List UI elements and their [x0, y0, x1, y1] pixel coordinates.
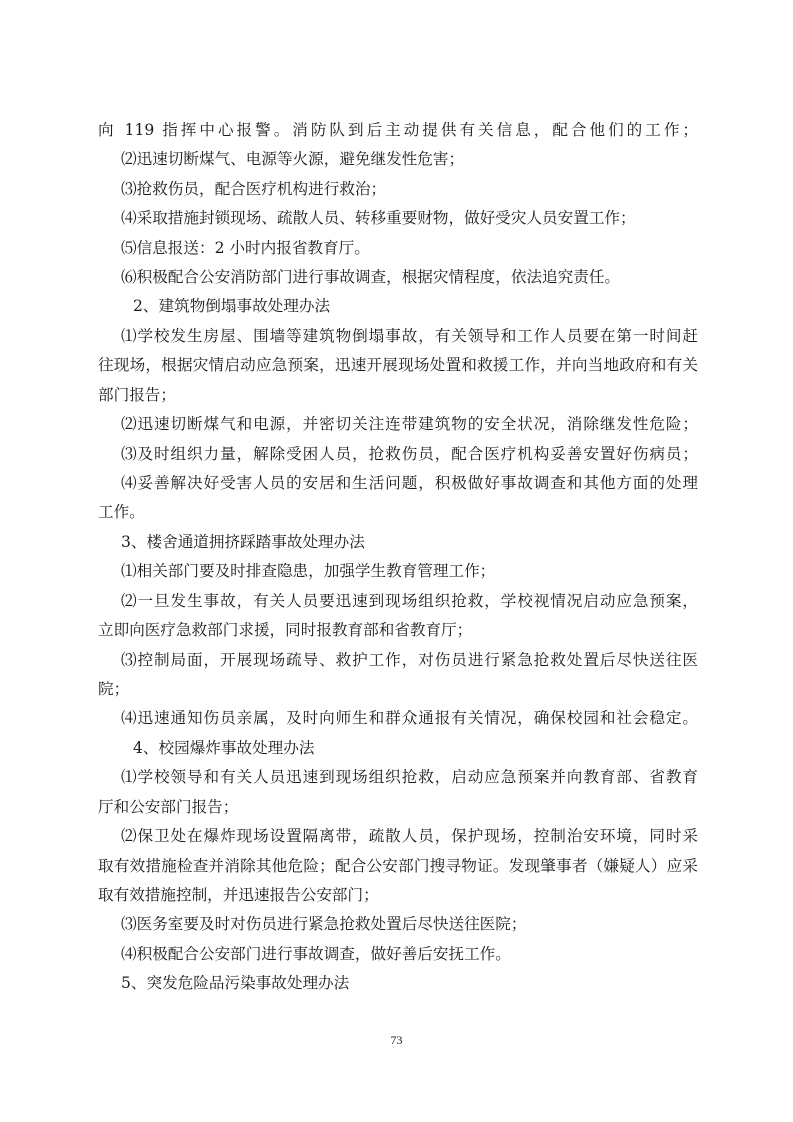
- list-item-line: ⑶抢救伤员，配合医疗机构进行救治；: [121, 180, 387, 198]
- section-heading: 3、楼舍通道拥挤踩踏事故处理办法: [121, 533, 365, 551]
- list-item-line: ⑶医务室要及时对伤员进行紧急抢救处置后尽快送往医院；: [121, 915, 527, 933]
- paragraph-line: 立即向医疗急救部门求援，同时报教育部和省教育厅；: [98, 621, 473, 639]
- section-heading: 2、建筑物倒塌事故处理办法: [133, 297, 331, 315]
- paragraph-line: 部门报告；: [98, 386, 176, 404]
- section-heading: 4、校园爆炸事故处理办法: [133, 739, 315, 757]
- list-item-line: ⑴学校领导和有关人员迅速到现场组织抢救，启动应急预案并向教育部、省教育: [121, 768, 698, 786]
- page-number: 73: [390, 1033, 403, 1047]
- list-item-line: ⑵迅速切断煤气、电源等火源，避免继发性危害；: [121, 150, 465, 168]
- list-item-line: ⑶及时组织力量，解除受困人员，抢救伤员，配合医疗机构妥善安置好伤病员；: [121, 445, 698, 463]
- paragraph-line: 院；: [98, 680, 130, 698]
- list-item-line: ⑶控制局面，开展现场疏导、救护工作，对伤员进行紧急抢救处置后尽快送往医: [121, 651, 698, 669]
- list-item-line: ⑵一旦发生事故，有关人员要迅速到现场组织抢救，学校视情况启动应急预案，: [121, 592, 698, 610]
- list-item-line: ⑵迅速切断煤气和电源，并密切关注连带建筑物的安全状况，消除继发性危险；: [121, 415, 698, 433]
- list-item-line: ⑴学校发生房屋、围墙等建筑物倒塌事故，有关领导和工作人员要在第一时间赶: [121, 327, 698, 345]
- list-item-line: ⑸信息报送：2 小时内报省教育厅。: [121, 239, 370, 257]
- list-item-line: ⑵保卫处在爆炸现场设置隔离带，疏散人员，保护现场，控制治安环境，同时采: [121, 827, 698, 845]
- list-item-line: ⑷积极配合公安部门进行事故调查，做好善后安抚工作。: [121, 945, 511, 963]
- paragraph-line: 取有效措施检查并消除其他危险；配合公安部门搜寻物证。发现肇事者（嫌疑人）应采: [98, 857, 698, 875]
- list-item-line: ⑷妥善解决好受害人员的安居和生活问题，积极做好事故调查和其他方面的处理: [121, 474, 698, 492]
- list-item-line: ⑷迅速通知伤员亲属，及时向师生和群众通报有关情况，确保校园和社会稳定。: [121, 709, 698, 727]
- paragraph-line: 厅和公安部门报告；: [98, 798, 239, 816]
- paragraph-line: 取有效措施控制，并迅速报告公安部门；: [98, 886, 379, 904]
- paragraph-line: 往现场，根据灾情启动应急预案，迅速开展现场处置和救援工作，并向当地政府和有关: [98, 356, 698, 374]
- list-item-line: ⑹积极配合公安消防部门进行事故调查，根据灾情程度，依法追究责任。: [121, 268, 621, 286]
- list-item-line: ⑴相关部门要及时排查隐患，加强学生教育管理工作；: [121, 562, 496, 580]
- section-heading: 5、突发危险品污染事故处理办法: [121, 974, 350, 992]
- paragraph-line: 工作。: [98, 503, 145, 521]
- paragraph-line: 向 119 指挥中心报警。消防队到后主动提供有关信息，配合他们的工作；: [98, 121, 698, 139]
- list-item-line: ⑷采取措施封锁现场、疏散人员、转移重要财物，做好受灾人员安置工作；: [121, 209, 636, 227]
